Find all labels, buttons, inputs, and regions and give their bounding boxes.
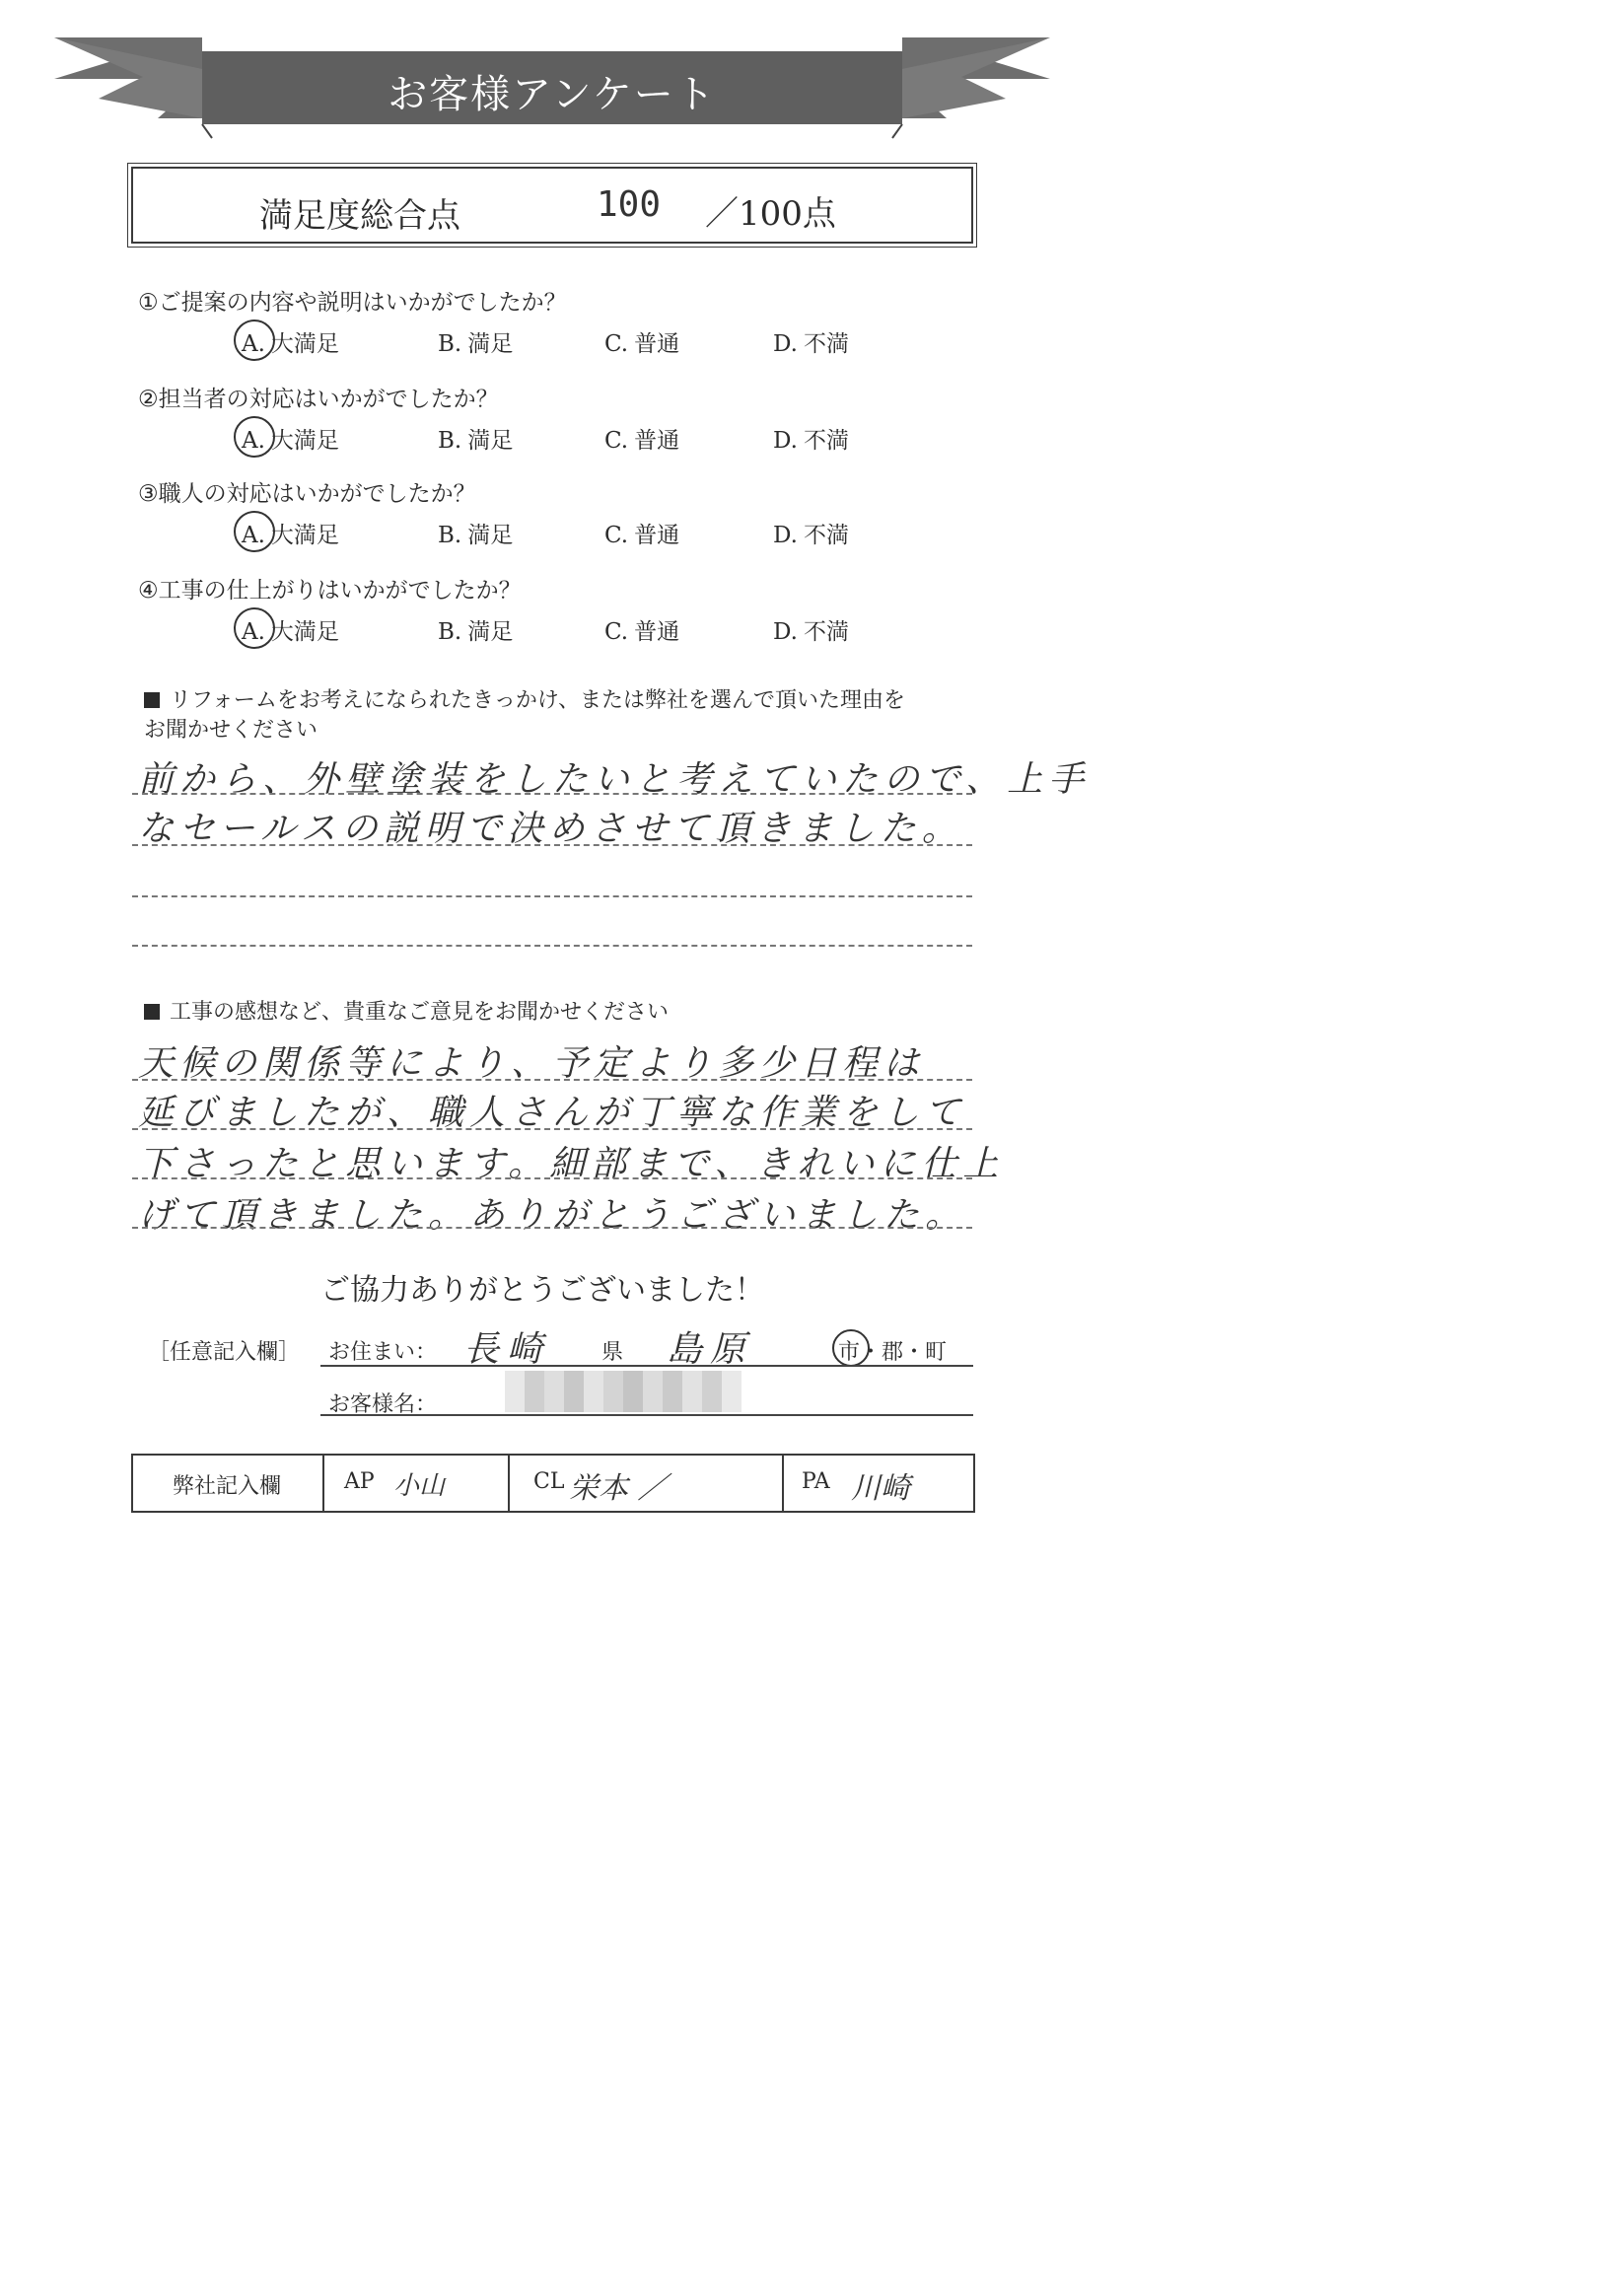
address-underline (320, 1365, 973, 1367)
name-label: お客様名： (328, 1392, 438, 1417)
question-1-option-c: C. 普通 (604, 331, 680, 357)
question-4-option-b: B. 満足 (438, 619, 514, 645)
company-label-cell: 弊社記入欄 (133, 1456, 324, 1511)
selection-circle-icon (832, 1329, 870, 1367)
impressions-line-4: げて頂きました。ありがとうございました。 (138, 1195, 967, 1236)
question-4-option-d: D. 不満 (773, 619, 849, 645)
ruled-line (132, 895, 972, 897)
ruled-line (132, 1177, 972, 1179)
ruled-line (132, 793, 972, 795)
question-3-option-c: C. 普通 (604, 523, 680, 548)
square-bullet-icon (144, 692, 160, 708)
question-2-option-b: B. 満足 (438, 428, 514, 454)
city-type-options: 市・郡・町 (838, 1335, 947, 1366)
question-2-option-c: C. 普通 (604, 428, 680, 454)
question-4: ④工事の仕上がりはいかがでしたか？ (138, 578, 522, 604)
question-1-option-b: B. 満足 (438, 331, 514, 357)
question-3-option-d: D. 不満 (773, 523, 849, 548)
question-2-option-d: D. 不満 (773, 428, 849, 454)
question-1: ①ご提案の内容や説明はいかがでしたか？ (138, 290, 567, 316)
ap-cell: AP 小山 (322, 1456, 510, 1511)
score-value: 100 (597, 184, 662, 225)
prefecture-value: 長崎 (463, 1329, 551, 1370)
impressions-line-1: 天候の関係等により、予定より多少日程は (138, 1043, 926, 1084)
square-bullet-icon (144, 1004, 160, 1020)
optional-label: ［任意記入欄］ (148, 1340, 301, 1365)
question-4-option-a: A. 大満足 (242, 613, 339, 646)
page-title: お客様アンケート (388, 72, 717, 117)
thanks-message: ご協力ありがとうございました！ (320, 1273, 764, 1308)
pa-cell: PA 川崎 (802, 1469, 910, 1506)
reason-line-2: なセールスの説明で決めさせて頂きました。 (138, 809, 963, 849)
company-record-box (131, 1454, 975, 1513)
ruled-line (132, 1128, 972, 1130)
question-1-option-d: D. 不満 (773, 331, 849, 357)
question-2: ②担当者の対応はいかがでしたか？ (138, 387, 499, 412)
reason-heading: リフォームをお考えになられたきっかけ、または弊社を選んで頂いた理由を お聞かせください (144, 688, 906, 743)
question-3-option-a: A. 大満足 (242, 517, 339, 549)
impressions-heading: 工事の感想など、貴重なご意見をお聞かせください (144, 998, 669, 1028)
score-box (131, 167, 973, 244)
ruled-line (132, 844, 972, 846)
impressions-line-3: 下さったと思います。細部まで、きれいに仕上 (138, 1144, 1005, 1184)
reason-line-1: 前から、外壁塗装をしたいと考えていたので、上手 (138, 759, 1091, 800)
question-1-option-a: A. 大満足 (242, 325, 339, 358)
impressions-line-2: 延びましたが、職人さんが丁寧な作業をして (138, 1093, 967, 1133)
cl-cell: CL 栄本 ／ (508, 1456, 784, 1511)
question-2-option-a: A. 大満足 (242, 422, 339, 455)
redacted-name (505, 1371, 741, 1412)
question-3-option-b: B. 満足 (438, 523, 514, 548)
score-max: ／100点 (705, 194, 836, 234)
prefecture-suffix: 県 (601, 1340, 624, 1365)
ruled-line (132, 945, 972, 947)
name-underline (320, 1414, 973, 1416)
score-label: 満足度総合点 (259, 196, 460, 236)
question-4-option-c: C. 普通 (604, 619, 680, 645)
ruled-line (132, 1079, 972, 1081)
ruled-line (132, 1227, 972, 1229)
question-3: ③職人の対応はいかがでしたか？ (138, 481, 476, 507)
city-value: 島原 (667, 1329, 754, 1370)
address-label: お住まい： (328, 1340, 438, 1365)
